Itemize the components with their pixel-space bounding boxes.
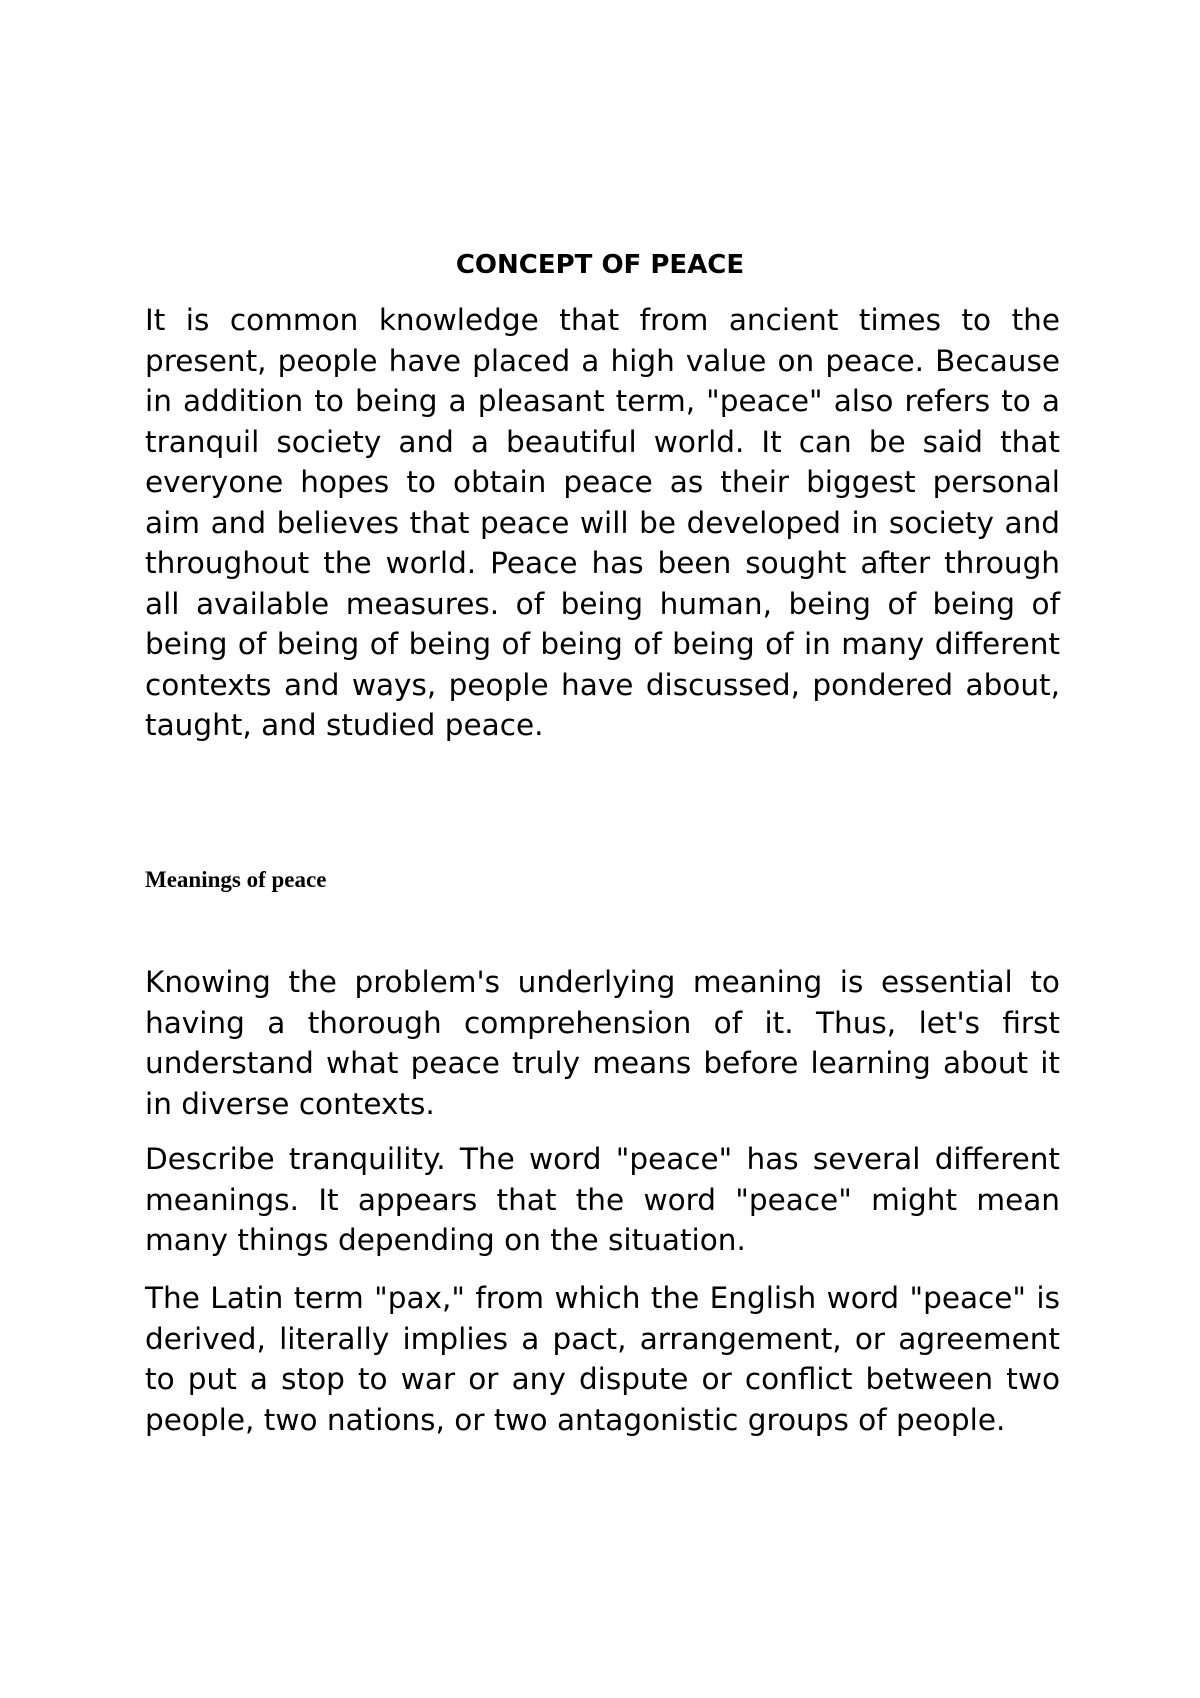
- body-paragraph: Knowing the problem's underlying meaning is essential to having a thorough comprehension of it. Thus, let's first understand what peace truly means before learning about it in diverse contexts.: [145, 965, 1060, 1121]
- section-heading: Meanings of peace: [145, 867, 327, 892]
- body-paragraph: The Latin term "pax," from which the English word "peace" is derived, literally implies a pact, arrangement, or agreement to put a stop to war or any dispute or conflict between two people, two nations, or two antagonistic groups of people.: [145, 1281, 1060, 1437]
- intro-paragraph: It is common knowledge that from ancient times to the present, people have placed a high value on peace. Because in addition to being a pleasant term, "peace" also refers to a tranquil society and a beautiful world. It can be said that everyone hopes to obtain peace as their biggest personal aim and believes that peace will be developed in society and throughout the world. Peace has been sought after through all available measures. of being human, being of being of being of being of being of being of being of in many different contexts and ways, people have discussed, pondered about, taught, and studied peace.: [145, 303, 1060, 742]
- document-title: CONCEPT OF PEACE: [455, 250, 745, 280]
- body-paragraph: Describe tranquility. The word "peace" has several different meanings. It appears that the word "peace" might mean many things depending on the situation.: [145, 1142, 1060, 1257]
